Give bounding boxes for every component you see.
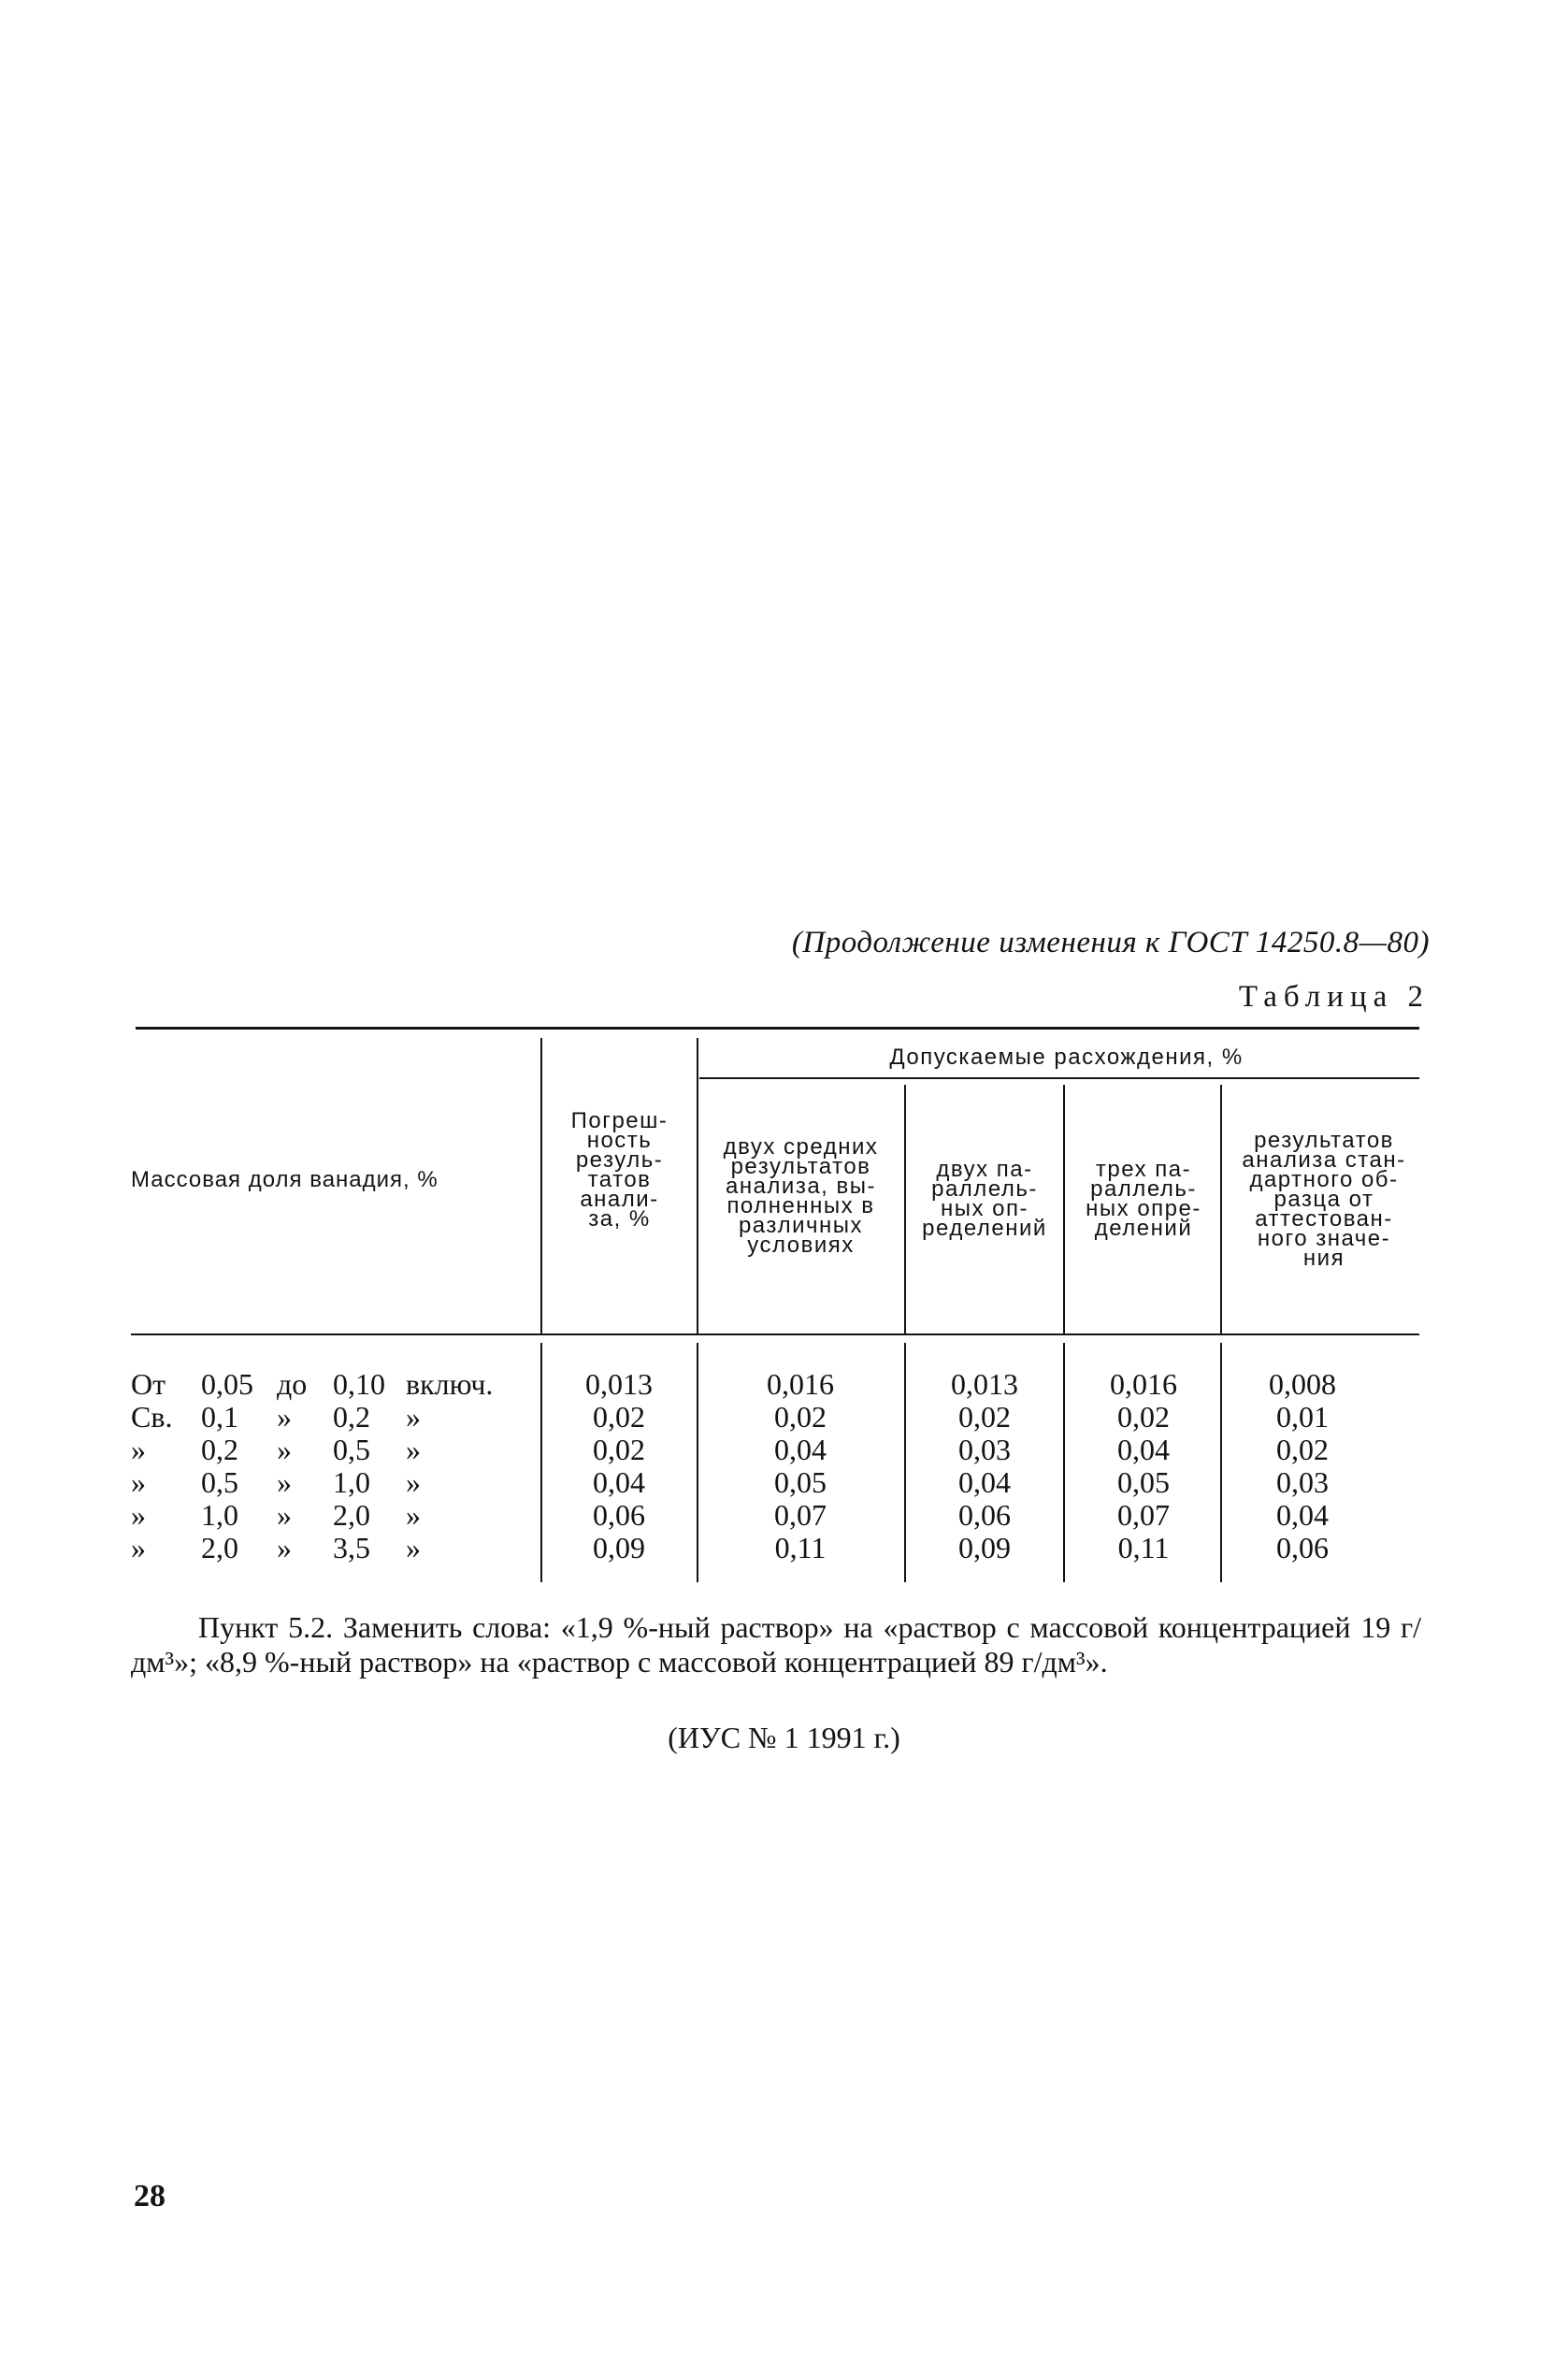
range-from: 0,1 xyxy=(201,1400,238,1434)
header-two-parallel: двух па- раллель- ных оп- ределений xyxy=(922,1157,1047,1241)
header-error: Погреш- ность резуль- татов анали- за, % xyxy=(570,1108,669,1232)
table-row xyxy=(0,1368,1568,1401)
value-two-means: 0,11 xyxy=(774,1531,827,1564)
page-number: 28 xyxy=(134,2179,165,2213)
value-two-means: 0,02 xyxy=(774,1400,827,1434)
range-separator: » xyxy=(277,1433,292,1466)
value-two-means: 0,016 xyxy=(767,1367,834,1401)
range-suffix: » xyxy=(406,1465,421,1499)
table-label: Таблица 2 xyxy=(1238,980,1430,1014)
value-two-parallel: 0,02 xyxy=(958,1400,1011,1434)
value-two-means: 0,07 xyxy=(774,1498,827,1532)
value-standard-sample: 0,008 xyxy=(1269,1367,1336,1401)
range-from: 1,0 xyxy=(201,1498,238,1532)
header-mass-fraction: Массовая доля ванадия, % xyxy=(131,1167,439,1192)
range-suffix: » xyxy=(406,1498,421,1532)
range-separator: » xyxy=(277,1400,292,1434)
value-three-parallel: 0,016 xyxy=(1110,1367,1177,1401)
value-two-means: 0,04 xyxy=(774,1433,827,1466)
value-error: 0,09 xyxy=(593,1531,645,1564)
header-allowed-discrepancies: Допускаемые расхождения, % xyxy=(889,1045,1244,1070)
range-from: 0,05 xyxy=(201,1367,253,1401)
range-suffix: » xyxy=(406,1531,421,1564)
value-standard-sample: 0,06 xyxy=(1276,1531,1329,1564)
value-three-parallel: 0,05 xyxy=(1117,1465,1170,1499)
range-separator: » xyxy=(277,1531,292,1564)
range-prefix: » xyxy=(131,1465,146,1499)
range-suffix: » xyxy=(406,1400,421,1434)
range-separator: » xyxy=(277,1465,292,1499)
value-standard-sample: 0,02 xyxy=(1276,1433,1329,1466)
value-standard-sample: 0,04 xyxy=(1276,1498,1329,1532)
continuation-note: (Продолжение изменения к ГОСТ 14250.8—80) xyxy=(791,926,1430,959)
value-two-parallel: 0,03 xyxy=(958,1433,1011,1466)
header-three-parallel: трех па- раллель- ных опре- делений xyxy=(1086,1157,1201,1241)
table-row xyxy=(0,1532,1568,1564)
value-error: 0,013 xyxy=(585,1367,653,1401)
range-from: 0,2 xyxy=(201,1433,238,1466)
value-three-parallel: 0,07 xyxy=(1117,1498,1170,1532)
value-two-parallel: 0,09 xyxy=(958,1531,1011,1564)
value-error: 0,02 xyxy=(593,1433,645,1466)
value-three-parallel: 0,02 xyxy=(1117,1400,1170,1434)
table-row xyxy=(0,1434,1568,1466)
range-prefix: » xyxy=(131,1498,146,1532)
range-prefix: От xyxy=(131,1367,166,1401)
range-from: 0,5 xyxy=(201,1465,238,1499)
value-two-parallel: 0,06 xyxy=(958,1498,1011,1532)
range-prefix: Св. xyxy=(131,1400,173,1434)
group-header-rule xyxy=(699,1077,1419,1079)
table-row xyxy=(0,1499,1568,1532)
table-row xyxy=(0,1466,1568,1499)
range-to: 1,0 xyxy=(333,1465,370,1499)
value-two-means: 0,05 xyxy=(774,1465,827,1499)
value-standard-sample: 0,03 xyxy=(1276,1465,1329,1499)
ius-reference: (ИУС № 1 1991 г.) xyxy=(668,1721,900,1754)
value-three-parallel: 0,04 xyxy=(1117,1433,1170,1466)
range-from: 2,0 xyxy=(201,1531,238,1564)
value-two-parallel: 0,04 xyxy=(958,1465,1011,1499)
header-two-means: двух средних результатов анализа, вы- полненных в различных условиях xyxy=(723,1134,879,1258)
value-two-parallel: 0,013 xyxy=(951,1367,1018,1401)
range-to: 0,5 xyxy=(333,1433,370,1466)
value-error: 0,02 xyxy=(593,1400,645,1434)
value-error: 0,06 xyxy=(593,1498,645,1532)
range-to: 3,5 xyxy=(333,1531,370,1564)
header-standard-sample: результатов анализа стан- дартного об- разца от аттестован- ного значе- ния xyxy=(1242,1128,1406,1271)
range-to: 0,10 xyxy=(333,1367,385,1401)
value-three-parallel: 0,11 xyxy=(1117,1531,1170,1564)
range-to: 2,0 xyxy=(333,1498,370,1532)
value-standard-sample: 0,01 xyxy=(1276,1400,1329,1434)
range-separator: до xyxy=(277,1367,308,1401)
range-separator: » xyxy=(277,1498,292,1532)
range-prefix: » xyxy=(131,1531,146,1564)
amendment-paragraph xyxy=(131,1610,1421,1679)
amendment-text: Пункт 5.2. Заменить слова: «1,9 %-ный раствор» на «раствор с массовой концентрацией 19 г/дм³»; «8,9 %-ный раствор» на «раствор с массовой концентрацией 89 г/дм³». xyxy=(131,1610,1421,1679)
range-suffix: » xyxy=(406,1433,421,1466)
table-top-rule xyxy=(136,1027,1419,1030)
header-bottom-rule xyxy=(131,1333,1419,1335)
range-prefix: » xyxy=(131,1433,146,1466)
value-error: 0,04 xyxy=(593,1465,645,1499)
table-row xyxy=(0,1401,1568,1434)
range-to: 0,2 xyxy=(333,1400,370,1434)
range-suffix: включ. xyxy=(406,1367,494,1401)
